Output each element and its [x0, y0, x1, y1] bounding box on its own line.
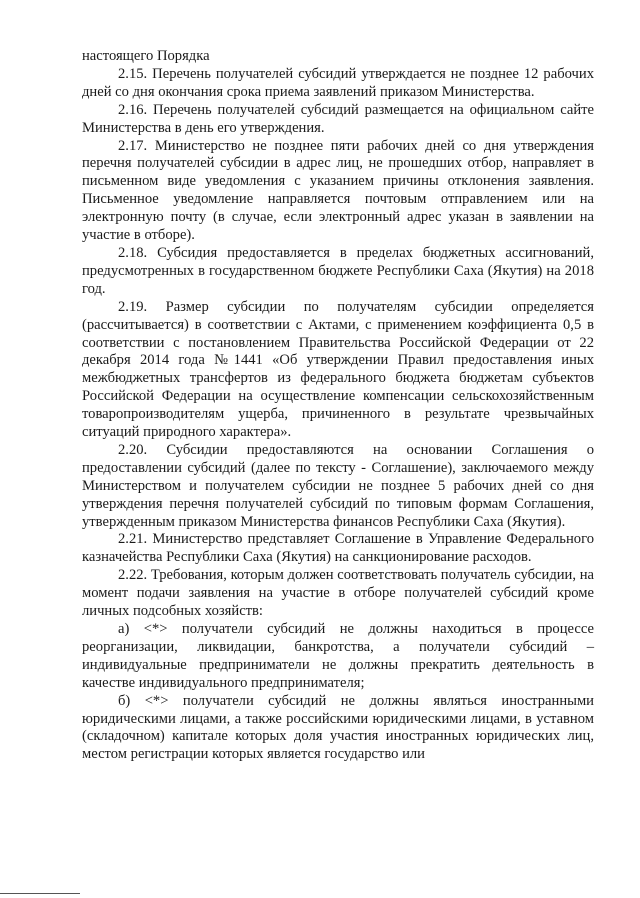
- paragraph-2-22-b: б) <*> получатели субсидий не должны являться иностранными юридическими лицами, а также российскими юридическими лицами, в уставном (складочном) капитале которых доля участия иностранных юридических лиц, местом регистрации которых является государство или: [82, 692, 594, 763]
- paragraph-2-20: 2.20. Субсидии предоставляются на основании Соглашения о предоставлении субсидий (далее по тексту - Соглашение), заключаемого между Министерством и получателем субсидии не позднее 5 рабочих дней со дня утверждения перечня получателей субсидий по типовым формам Соглашения, утвержденным приказом Министерства финансов Республики Саха (Якутия).: [82, 441, 594, 530]
- paragraph-2-15: 2.15. Перечень получателей субсидий утверждается не позднее 12 рабочих дней со дня окончания срока приема заявлений приказом Министерства.: [82, 65, 594, 100]
- paragraph-2-21: 2.21. Министерство представляет Соглашение в Управление Федерального казначейства Республики Саха (Якутия) на санкционирование расходов.: [82, 531, 594, 566]
- paragraph-2-22-a: а) <*> получатели субсидий не должны находиться в процессе реорганизации, ликвидации, банкротства, а получатели субсидий – индивидуальные предприниматели не должны прекратить деятельность в качестве индивидуального предпринимателя;: [82, 621, 594, 691]
- footnote-rule: [0, 893, 80, 894]
- paragraph-continuation: настоящего Порядка: [82, 48, 210, 64]
- paragraph-2-17: 2.17. Министерство не позднее пяти рабочих дней со дня утверждения перечня получателей субсидии в адрес лиц, не прошедших отбор, направляет в письменном виде уведомления с указанием причины отклонения заявления. Письменное уведомление направляется почтовым отправлением или на электронную почту (в случае, если электронный адрес указан в заявлении на участие в отборе).: [82, 137, 594, 244]
- document-page: [82, 48, 594, 764]
- paragraph-2-19: 2.19. Размер субсидии по получателям субсидии определяется (рассчитывается) в соответствии с Актами, с применением коэффициента 0,5 в соответствии с постановлением Правительства Российской Федерации от 22 декабря 2014 года №1441 «Об утверждении Правил предоставления иных межбюджетных трансфертов из федерального бюджета бюджетам субъектов Российской Федерации на осуществление компенсации сельскохозяйственным товаропроизводителям ущерба, причиненного в результате чрезвычайных ситуаций природного характера».: [82, 298, 594, 441]
- paragraph-2-22: 2.22. Требования, которым должен соответствовать получатель субсидии, на момент подачи заявления на участие в отборе получателей субсидий кроме личных подсобных хозяйств:: [82, 567, 594, 620]
- paragraph-2-16: 2.16. Перечень получателей субсидий размещается на официальном сайте Министерства в день его утверждения.: [82, 101, 594, 136]
- paragraph-2-18: 2.18. Субсидия предоставляется в пределах бюджетных ассигнований, предусмотренных в государственном бюджете Республики Саха (Якутия) на 2018 год.: [82, 244, 594, 297]
